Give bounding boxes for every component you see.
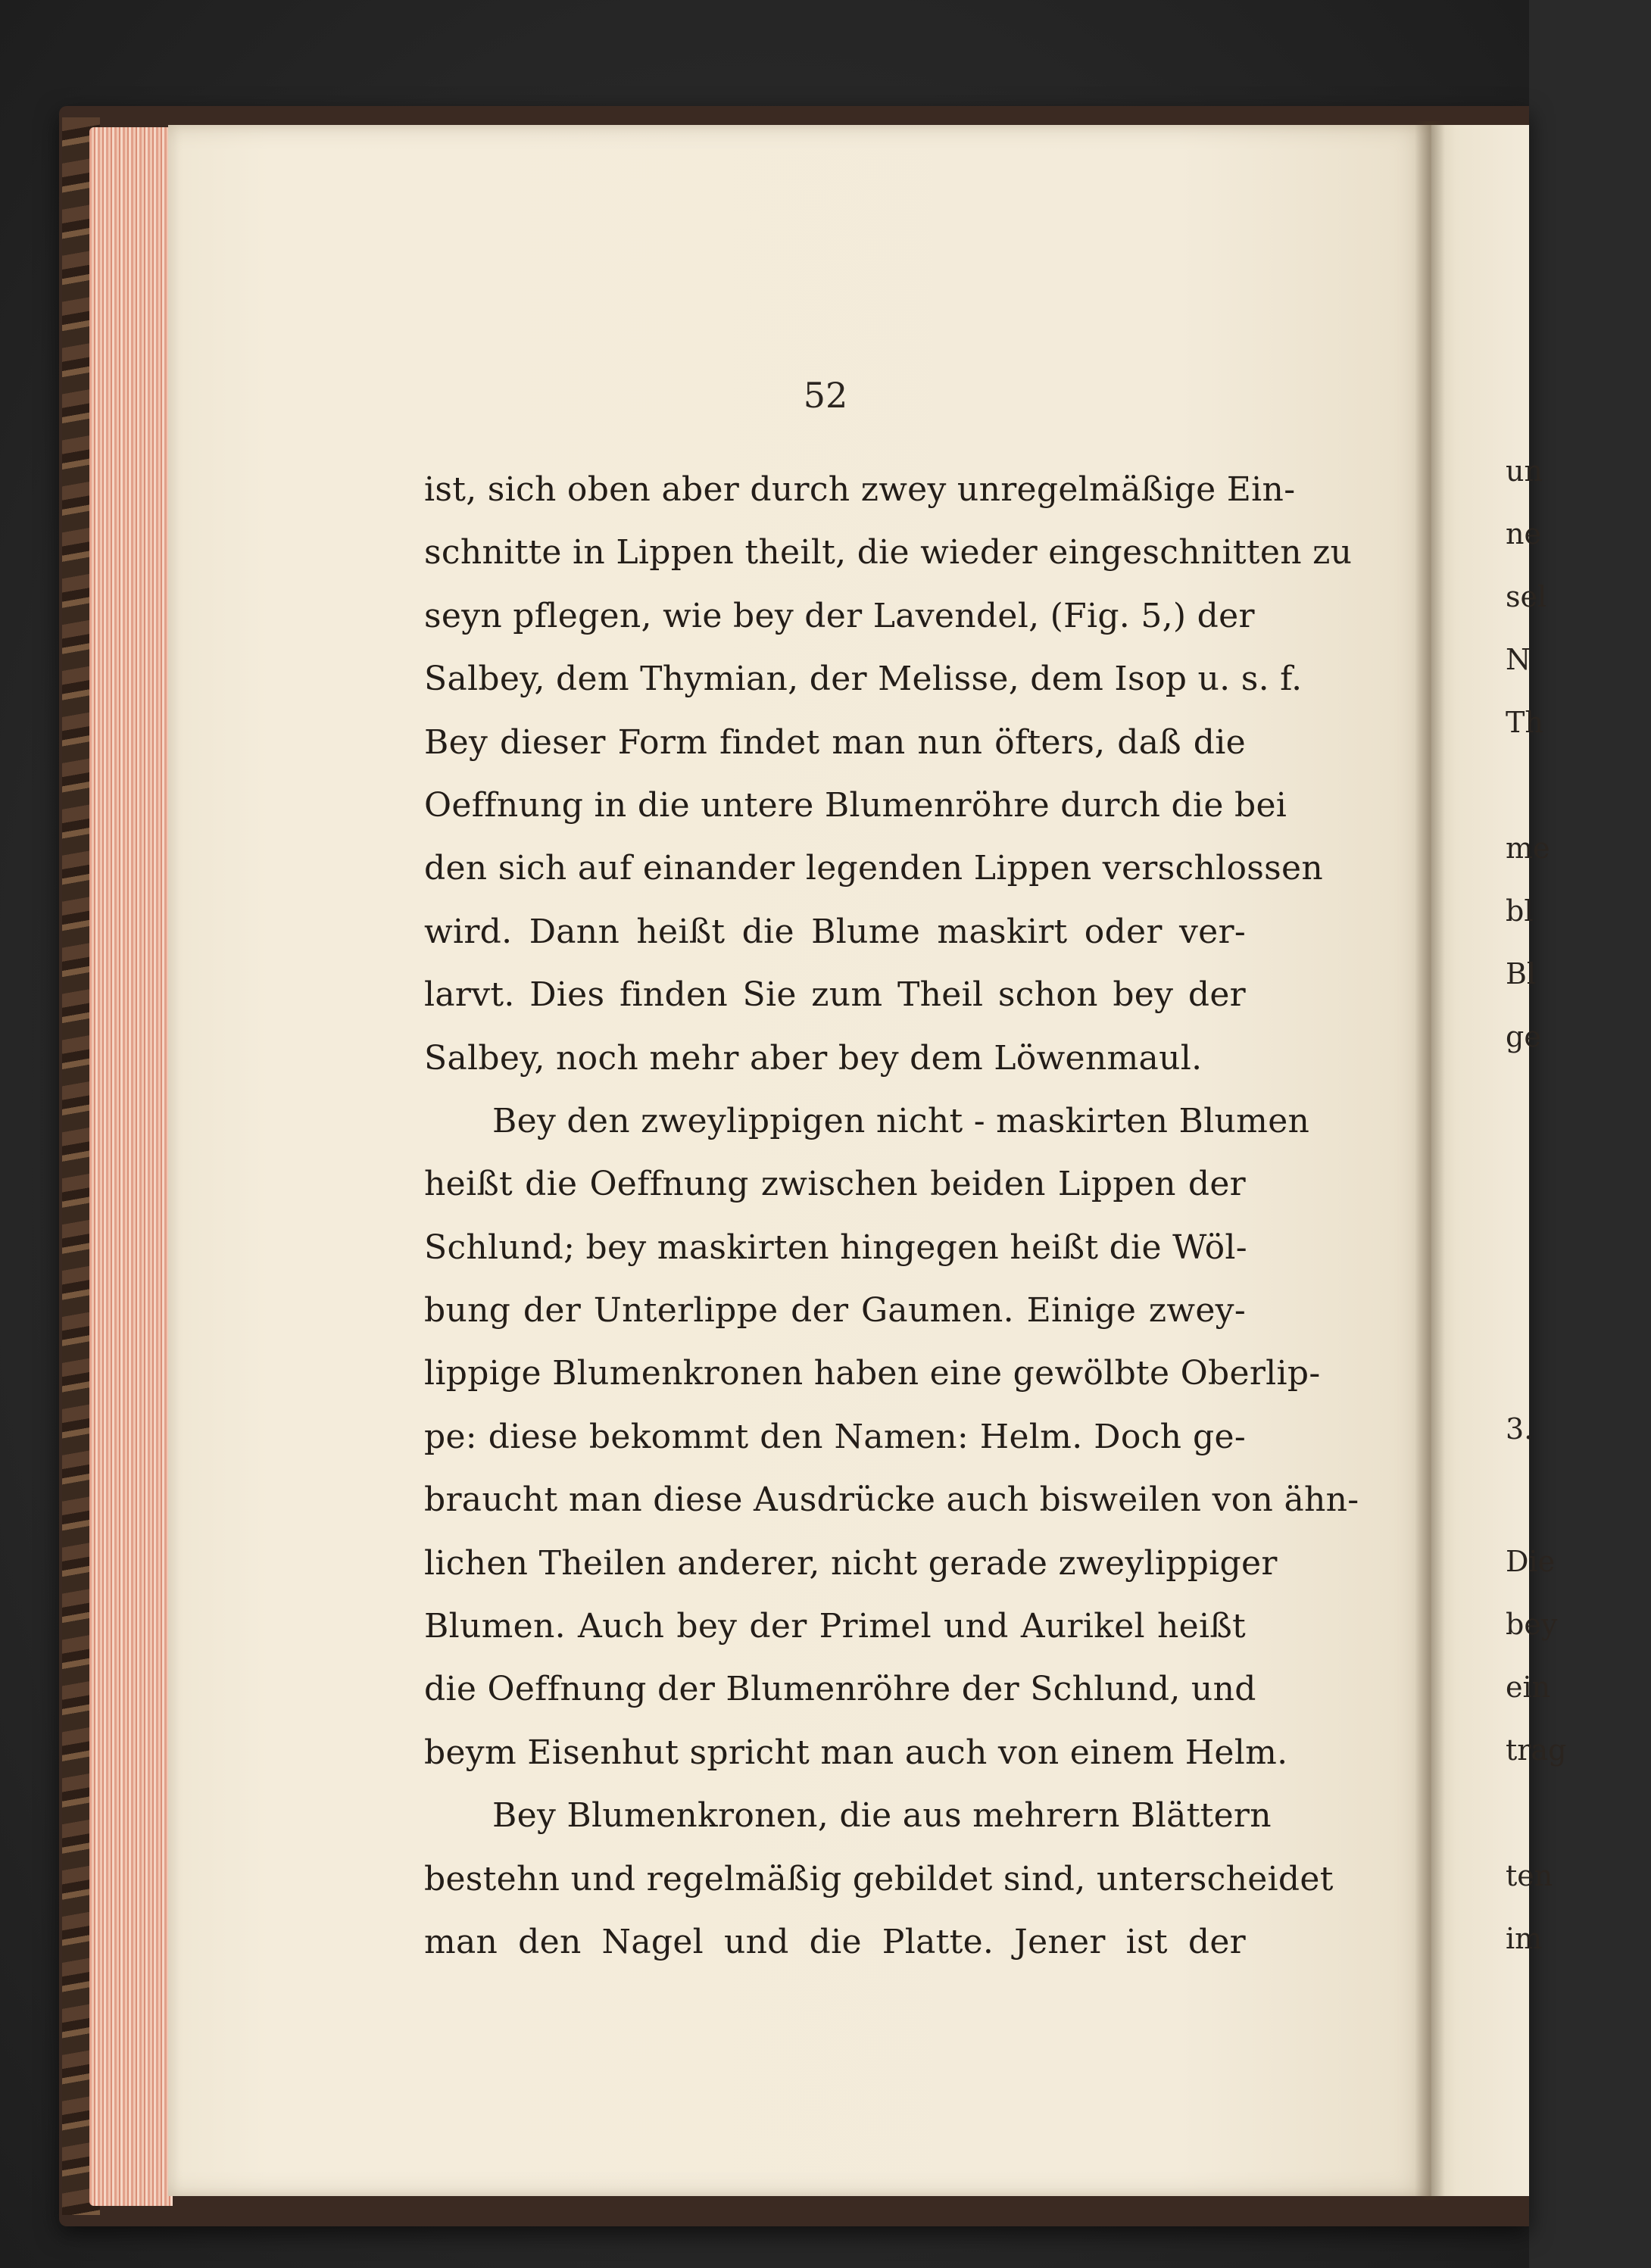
text-line: lippige Blumenkronen haben eine gewölbte Oberlip-: [424, 1354, 1321, 1393]
facing-text-fragment: sel: [1506, 580, 1547, 613]
facing-text-fragment: ge: [1506, 1020, 1541, 1053]
facing-text-fragment: ein: [1506, 1671, 1551, 1704]
text-line: ist, sich oben aber durch zwey unregelmäßige Ein-: [424, 470, 1296, 509]
facing-text-fragment: Die: [1506, 1545, 1556, 1578]
page-edges: [89, 127, 173, 2206]
facing-text-fragment: im: [1506, 1922, 1543, 1955]
text-line: heißt die Oeffnung zwischen beiden Lippen der: [424, 1165, 1246, 1204]
text-line: Schlund; bey maskirten hingegen heißt die Wöl-: [424, 1228, 1247, 1267]
text-line: wird. Dann heißt die Blume maskirt oder ver-: [424, 912, 1246, 951]
text-line: bung der Unterlippe der Gaumen. Einige zwey-: [424, 1291, 1246, 1331]
text-line: schnitte in Lippen theilt, die wieder eingeschnitten zu: [424, 533, 1353, 572]
text-line: die Oeffnung der Blumenröhre der Schlund, und: [424, 1670, 1256, 1709]
text-line: Bey den zweylippigen nicht - maskirten Blumen: [492, 1101, 1310, 1140]
facing-text-fragment: Th: [1506, 706, 1543, 739]
text-line: Salbey, dem Thymian, der Melisse, dem Isop u. s. f.: [424, 660, 1303, 699]
text-line: larvt. Dies finden Sie zum Theil schon bey der: [424, 975, 1246, 1015]
text-line: man den Nagel und die Platte. Jener ist der: [424, 1922, 1246, 1961]
facing-text-fragment: bey: [1506, 1608, 1558, 1641]
text-line: Bey dieser Form findet man nun öfters, daß die: [424, 722, 1246, 762]
text-line: Oeffnung in die untere Blumenröhre durch die bei: [424, 785, 1287, 825]
facing-text-fragment: me: [1506, 831, 1550, 865]
text-line: braucht man diese Ausdrücke auch bisweilen von ähn-: [424, 1480, 1359, 1520]
text-line: pe: diese bekommt den Namen: Helm. Doch ge-: [424, 1417, 1246, 1456]
facing-text-fragment: bl: [1506, 894, 1534, 928]
book-gutter: [1415, 121, 1445, 2200]
text-line: lichen Theilen anderer, nicht gerade zweylippiger: [424, 1543, 1278, 1583]
body-text: [424, 458, 1359, 1973]
facing-text-fragment: Bl: [1506, 957, 1537, 990]
text-line: seyn pflegen, wie bey der Lavendel, (Fig. 5,) der: [424, 596, 1255, 635]
text-line: Bey Blumenkronen, die aus mehrern Blättern: [492, 1796, 1272, 1836]
facing-text-fragment: ne: [1506, 517, 1541, 551]
text-line: beym Eisenhut spricht man auch von einem Helm.: [424, 1733, 1288, 1772]
text-line: Salbey, noch mehr aber bey dem Löwenmaul.: [424, 1038, 1203, 1078]
facing-text-fragment: N: [1506, 643, 1531, 676]
facing-text-fragment: ten: [1506, 1859, 1553, 1892]
text-line: den sich auf einander legenden Lippen verschlossen: [424, 849, 1323, 888]
page-number: 52: [803, 375, 848, 416]
facing-text-fragment: un: [1506, 454, 1543, 488]
text-line: bestehn und regelmäßig gebildet sind, unterscheidet: [424, 1859, 1334, 1898]
facing-text-fragment: trag: [1506, 1733, 1567, 1767]
text-line: Blumen. Auch bey der Primel und Aurikel heißt: [424, 1607, 1246, 1646]
facing-text-fragment: 3.: [1506, 1412, 1534, 1446]
